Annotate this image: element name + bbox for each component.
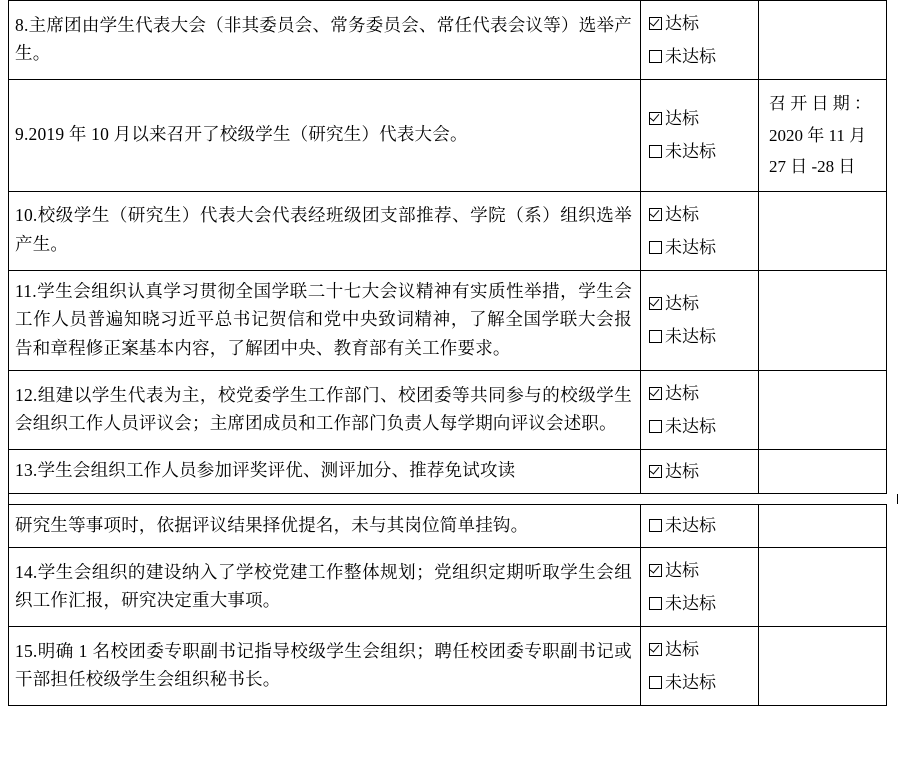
note-cell <box>759 450 887 493</box>
item-text: 14.学生会组织的建设纳入了学校党建工作整体规划；党组织定期听取学生会组织工作汇报，研究决定重大事项。 <box>15 561 632 611</box>
checkbox-not-met[interactable] <box>649 410 752 443</box>
checkbox-empty-icon[interactable] <box>649 330 662 343</box>
item-cell <box>9 80 641 191</box>
note-line: 27 日 -28 日 <box>769 157 856 177</box>
item-text: 12.组建以学生代表为主，校党委学生工作部门、校团委等共同参与的校级学生会组织工作人员评议会；主席团成员和工作部门负责人每学期向评议会述职。 <box>15 384 632 434</box>
mark-cell <box>641 547 759 626</box>
checkbox-checked-icon[interactable] <box>649 564 662 577</box>
checkbox-not-met[interactable] <box>649 320 752 353</box>
item-text: 13.学生会组织工作人员参加评奖评优、测评加分、推荐免试攻读 <box>15 460 516 481</box>
checkbox-not-met-label: 未达标 <box>665 237 716 257</box>
page-break-gap <box>0 494 898 504</box>
item-cell <box>9 370 641 449</box>
checkbox-met-label: 达标 <box>665 383 699 403</box>
note-cell <box>759 627 887 706</box>
checkbox-met[interactable] <box>649 198 752 231</box>
mark-cell <box>641 80 759 191</box>
checkbox-checked-icon[interactable] <box>649 465 662 478</box>
checkbox-checked-icon[interactable] <box>649 387 662 400</box>
item-cell <box>9 450 641 493</box>
item-cell <box>9 627 641 706</box>
item-cell <box>9 504 641 547</box>
item-text: 11.学生会组织认真学习贯彻全国学联二十七大会议精神有实质性举措，学生会工作人员普遍知晓习近平总书记贺信和党中央致词精神，了解全国学联大会报告和章程修正案基本内容，了解团中央、教育部有关工作要求。 <box>15 280 632 358</box>
item-cell <box>9 547 641 626</box>
note-cell <box>759 547 887 626</box>
checklist-table-bottom <box>8 504 887 707</box>
checklist-fragment-bottom <box>8 504 898 707</box>
checkbox-not-met[interactable] <box>649 231 752 264</box>
note-cell <box>759 191 887 270</box>
item-cell <box>9 1 641 80</box>
checkbox-not-met[interactable] <box>649 40 752 73</box>
item-text: 研究生等事项时，依据评议结果择优提名，未与其岗位简单挂钩。 <box>15 514 529 535</box>
item-cell <box>9 191 641 270</box>
checkbox-met-label: 达标 <box>665 204 699 224</box>
item-cell <box>9 270 641 370</box>
checkbox-empty-icon[interactable] <box>649 519 662 532</box>
page-break-tick-left-icon <box>8 494 9 504</box>
checkbox-met-label: 达标 <box>665 461 699 481</box>
note-cell <box>759 270 887 370</box>
item-text: 8.主席团由学生代表大会（非其委员会、常务委员会、常任代表会议等）选举产生。 <box>15 14 632 64</box>
checklist-fragment-top <box>8 0 898 494</box>
table-row <box>9 270 887 370</box>
checkbox-not-met-label: 未达标 <box>665 594 716 614</box>
checkbox-not-met-label: 未达标 <box>665 327 716 347</box>
checkbox-not-met[interactable] <box>649 587 752 620</box>
note-cell <box>759 1 887 80</box>
mark-cell <box>641 504 759 547</box>
checkbox-met-label: 达标 <box>665 14 699 33</box>
checkbox-not-met[interactable] <box>649 666 752 699</box>
checkbox-checked-icon[interactable] <box>649 112 662 125</box>
checkbox-met-label: 达标 <box>665 560 699 580</box>
note-cell <box>759 504 887 547</box>
mark-cell <box>641 370 759 449</box>
checkbox-empty-icon[interactable] <box>649 676 662 689</box>
item-text: 9.2019 年 10 月以来召开了校级学生（研究生）代表大会。 <box>15 124 468 145</box>
checkbox-empty-icon[interactable] <box>649 241 662 254</box>
item-text: 15.明确 1 名校团委专职副书记指导校级学生会组织；聘任校团委专职副书记或干部担任校级学生会组织秘书长。 <box>15 640 632 690</box>
item-text: 10.校级学生（研究生）代表大会代表经班级团支部推荐、学院（系）组织选举产生。 <box>15 205 632 254</box>
checkbox-not-met[interactable] <box>649 513 752 539</box>
mark-cell <box>641 1 759 80</box>
checkbox-met[interactable] <box>649 633 752 666</box>
note-line: 召 开 日 期 ： <box>769 94 871 114</box>
mark-cell <box>641 450 759 493</box>
mark-cell <box>641 270 759 370</box>
checkbox-met-label: 达标 <box>665 294 699 314</box>
checkbox-met-label: 达标 <box>665 640 699 660</box>
table-row <box>9 191 887 270</box>
table-row <box>9 450 887 493</box>
note-line: 2020 年 11 月 <box>769 125 867 145</box>
checkbox-empty-icon[interactable] <box>649 597 662 610</box>
checkbox-empty-icon[interactable] <box>649 420 662 433</box>
checkbox-not-met-label: 未达标 <box>665 515 716 535</box>
table-row <box>9 1 887 80</box>
checkbox-checked-icon[interactable] <box>649 297 662 310</box>
table-row <box>9 370 887 449</box>
mark-cell <box>641 191 759 270</box>
checkbox-not-met[interactable] <box>649 135 752 168</box>
note-cell <box>759 80 887 191</box>
checkbox-not-met-label: 未达标 <box>665 142 716 162</box>
checkbox-met[interactable] <box>649 7 752 40</box>
checkbox-met[interactable] <box>649 554 752 587</box>
checkbox-met[interactable] <box>649 377 752 410</box>
checkbox-met[interactable] <box>649 102 752 135</box>
table-row <box>9 504 887 547</box>
table-row <box>9 547 887 626</box>
table-row <box>9 80 887 191</box>
checkbox-checked-icon[interactable] <box>649 208 662 221</box>
note-cell <box>759 370 887 449</box>
checkbox-empty-icon[interactable] <box>649 50 662 63</box>
checkbox-not-met-label: 未达标 <box>665 673 716 693</box>
checkbox-not-met-label: 未达标 <box>665 47 716 67</box>
checkbox-checked-icon[interactable] <box>649 17 662 30</box>
checkbox-not-met-label: 未达标 <box>665 417 716 437</box>
checkbox-checked-icon[interactable] <box>649 643 662 656</box>
checkbox-empty-icon[interactable] <box>649 145 662 158</box>
checkbox-met-label: 达标 <box>665 109 699 129</box>
checklist-table-top <box>8 0 887 494</box>
table-row <box>9 627 887 706</box>
checkbox-met[interactable] <box>649 459 752 485</box>
checkbox-met[interactable] <box>649 287 752 320</box>
mark-cell <box>641 627 759 706</box>
